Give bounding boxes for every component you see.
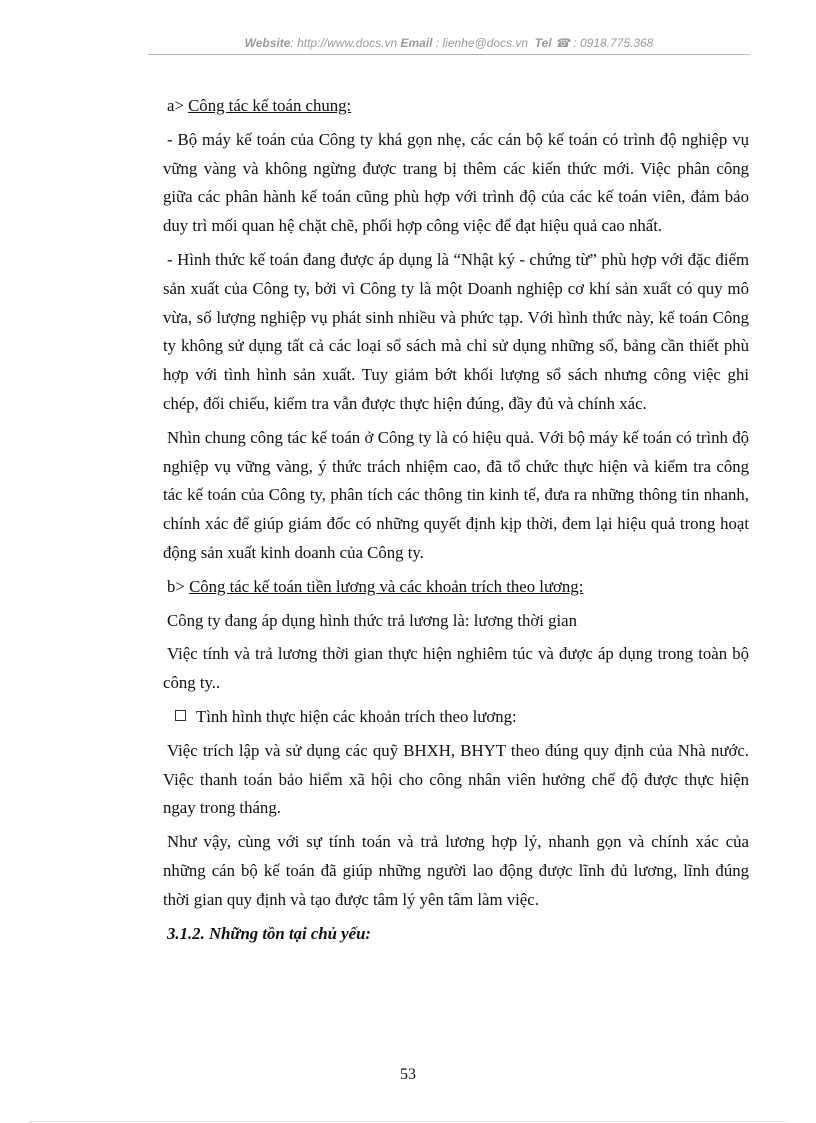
paragraph-1: - Bộ máy kế toán của Công ty khá gọn nhẹ, các cán bộ kế toán có trình độ nghiệp vụ vững vàng và không ngừng được trang bị thêm các kiến thức mới. Việc phân công giữa các phân hành kế toán cũng phù hợp với trình độ của các kế toán viên, đảm bảo duy trì mối quan hệ chặt chẽ, phối hợp công việc để đạt hiệu quả cao nhất. [163,129,749,236]
paragraph-6: Việc trích lập và sử dụng các quỹ BHXH, BHYT theo đúng quy định của Nhà nước. Việc thanh toán bảo hiểm xã hội cho công nhân viên hưởng chế độ được thực hiện ngay trong tháng. [163,740,749,818]
paragraph-5: Việc tính và trả lương thời gian thực hiện nghiêm túc và được áp dụng trong toàn bộ công ty.. [163,644,749,693]
bullet-item [163,703,749,732]
subheading-a [163,92,749,121]
page-number: 53 [400,1066,416,1083]
bottom-divider [30,1121,786,1122]
paragraph-2: - Hình thức kế toán đang được áp dụng là “Nhật ký - chứng từ” phù hợp với đặc điểm sản xuất của Công ty, bởi vì Công ty là một Doanh nghiệp cơ khí sản xuất có quy mô vừa, số lượng nghiệp vụ phát sinh nhiều và phức tạp. Với hình thức này, kế toán Công ty không sử dụng tất cả các loại sổ sách mà chỉ sử dụng những sổ, bảng cần thiết phù hợp với tình hình sản xuất. Tuy giảm bớt khối lượng sổ sách nhưng công việc ghi chép, đối chiếu, kiểm tra vẫn được thực hiện đúng, đầy đủ và chính xác. [163,249,749,413]
header-divider [148,54,750,55]
paragraph-7: Như vậy, cùng với sự tính toán và trả lương hợp lý, nhanh gọn và chính xác của những cán bộ kế toán đã giúp những người lao động được lĩnh đủ lương, lĩnh đúng thời gian quy định và tạo được tâm lý yên tâm làm việc. [163,832,749,909]
email-value: : lienhe@docs.vn [435,36,529,50]
page-header [148,36,750,50]
email-label: Email [400,36,433,50]
bullet-text: Tình hình thực hiện các khoản trích theo lương: [196,706,517,726]
subheading-b-title: Công tác kế toán tiền lương và các khoản trích theo lương: [189,576,584,596]
website-label: Website [244,36,291,50]
page-body [163,92,749,953]
subheading-a-title: Công tác kế toán chung: [188,96,352,115]
paragraph-4: Công ty đang áp dụng hình thức trả lương là: lương thời gian [167,610,577,630]
tel-label: Tel [534,36,552,50]
paragraph-3: Nhìn chung công tác kế toán ở Công ty là có hiệu quả. Với bộ máy kế toán có trình độ nghiệp vụ vững vàng, ý thức trách nhiệm cao, đã tổ chức thực hiện và kiểm tra công tác kế toán của Công ty, phân tích các thông tin kinh tế, đưa ra những thông tin nhanh, chính xác để giúp giám đốc có những quyết định kịp thời, đem lại hiệu quả trong hoạt động sản xuất kinh doanh của Công ty. [163,427,749,562]
subheading-a-prefix: a> [167,96,189,115]
subheading-b [163,573,749,602]
checkbox-bullet-icon [175,710,186,721]
section-heading: 3.1.2. Những tồn tại chủ yếu: [167,923,371,943]
website-value: : http://www.docs.vn [290,36,398,50]
subheading-b-prefix: b> [167,576,190,596]
tel-value: ☎ : 0918.775.368 [555,36,654,50]
